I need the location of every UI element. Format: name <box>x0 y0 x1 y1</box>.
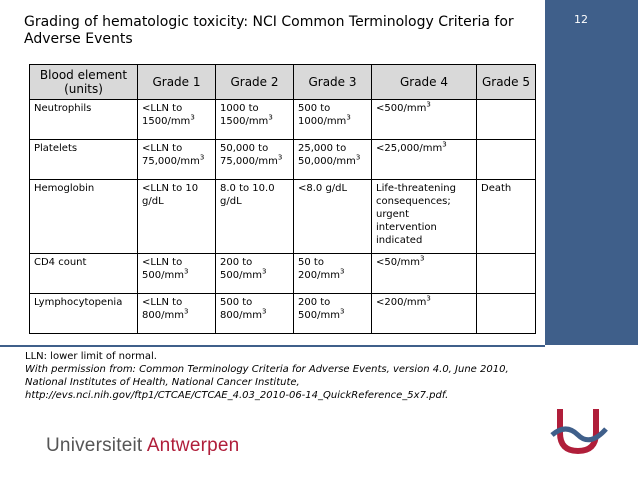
table-row <box>30 100 536 140</box>
table-row <box>30 254 536 294</box>
row-label-cell: Hemoglobin <box>30 180 138 254</box>
sidebar-band <box>545 0 638 345</box>
grade-1-cell: <LLN to $500/mm^3$ <box>138 254 216 294</box>
row-label-cell: Neutrophils <box>30 100 138 140</box>
table-row <box>30 180 536 254</box>
grade-3-cell: 25,000 to $50,000/mm^3$ <box>294 140 372 180</box>
grade-4-cell: $<200/mm^3$ <box>372 294 477 334</box>
row-label-cell: Lymphocytopenia <box>30 294 138 334</box>
grade-4-cell: $<25,000/mm^3$ <box>372 140 477 180</box>
grade-5-cell <box>477 254 536 294</box>
slide-title: Grading of hematologic toxicity: NCI Common Terminology Criteria for Adverse Events <box>24 14 514 47</box>
grade-4-cell: Life-threatening consequences; urgent intervention indicated <box>372 180 477 254</box>
footnote-citation: With permission from: Common Terminology Criteria for Adverse Events, version 4.0, June 2010, National Institutes of Health, National Cancer Institute, http://evs.nci.nih.gov/ftp1/CTCAE/CTCAE_4.03_2010-06-14_QuickReference_5x7.pdf. <box>25 364 509 401</box>
university-word-2: Antwerpen <box>146 435 240 456</box>
row-label-cell: CD4 count <box>30 254 138 294</box>
header-grade-2: Grade 2 <box>216 65 294 100</box>
university-word-1: Universiteit <box>46 435 143 456</box>
slide-number: 12 <box>574 13 588 26</box>
header-grade-1: Grade 1 <box>138 65 216 100</box>
grade-2-cell: 50,000 to $75,000/mm^3$ <box>216 140 294 180</box>
header-grade-3: Grade 3 <box>294 65 372 100</box>
grade-1-cell: <LLN to 10 g/dL <box>138 180 216 254</box>
grade-3-cell: 200 to $500/mm^3$ <box>294 294 372 334</box>
grade-4-cell: $<500/mm^3$ <box>372 100 477 140</box>
university-logo-icon <box>548 405 610 460</box>
grade-3-cell: 50 to $200/mm^3$ <box>294 254 372 294</box>
toxicity-table <box>29 64 536 334</box>
grade-2-cell: 1000 to $1500/mm^3$ <box>216 100 294 140</box>
header-grade-4: Grade 4 <box>372 65 477 100</box>
grade-5-cell <box>477 140 536 180</box>
grade-1-cell: <LLN to $800/mm^3$ <box>138 294 216 334</box>
grade-2-cell: 500 to $800/mm^3$ <box>216 294 294 334</box>
grade-1-cell: <LLN to $75,000/mm^3$ <box>138 140 216 180</box>
grade-5-cell: Death <box>477 180 536 254</box>
divider-line <box>0 345 545 347</box>
header-grade-5: Grade 5 <box>477 65 536 100</box>
table-row <box>30 140 536 180</box>
grade-3-cell: 500 to $1000/mm^3$ <box>294 100 372 140</box>
footnote-lln: LLN: lower limit of normal. <box>25 351 157 362</box>
footnote <box>25 350 540 402</box>
grade-2-cell: 200 to $500/mm^3$ <box>216 254 294 294</box>
grade-3-cell: <8.0 g/dL <box>294 180 372 254</box>
table-header-row <box>30 65 536 100</box>
header-blood-element: Blood element (units) <box>30 65 138 100</box>
grade-5-cell <box>477 100 536 140</box>
table-row <box>30 294 536 334</box>
university-name <box>46 435 239 457</box>
grade-2-cell: 8.0 to 10.0 g/dL <box>216 180 294 254</box>
row-label-cell: Platelets <box>30 140 138 180</box>
grade-4-cell: $<50/mm^3$ <box>372 254 477 294</box>
grade-1-cell: <LLN to $1500/mm^3$ <box>138 100 216 140</box>
grade-5-cell <box>477 294 536 334</box>
